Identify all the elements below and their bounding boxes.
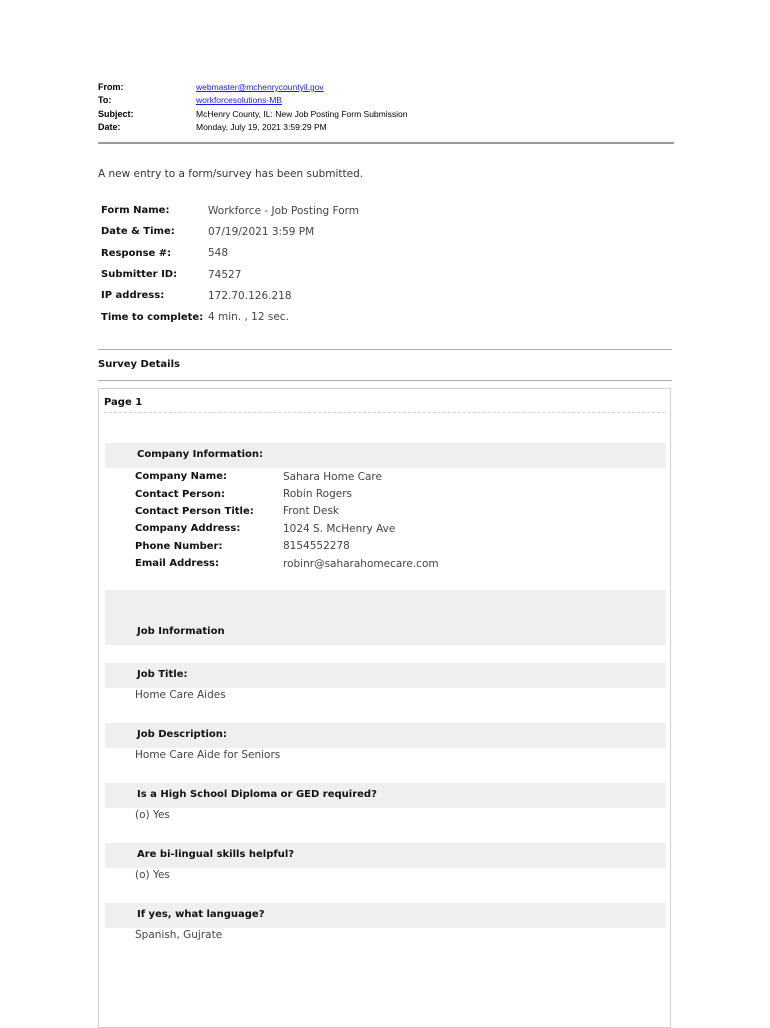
- question-header: [105, 663, 666, 688]
- subject-row: [98, 107, 674, 121]
- meta-label: Date & Time:: [101, 226, 175, 238]
- header-divider: [98, 142, 674, 144]
- meta-value: 4 min. , 12 sec.: [208, 311, 289, 324]
- meta-row-date-time: [101, 221, 359, 242]
- question-header: [105, 903, 666, 928]
- company-section-header: [105, 443, 666, 468]
- meta-row-time-to-complete: [101, 306, 359, 327]
- company-field-row: [135, 538, 655, 555]
- field-label: Contact Person:: [135, 488, 226, 500]
- question-answer: (o) Yes: [135, 809, 170, 821]
- field-value: Front Desk: [283, 505, 339, 518]
- question-label: Job Title:: [137, 669, 188, 680]
- page-divider: [104, 412, 665, 413]
- company-fields: [135, 468, 655, 572]
- field-label: Company Name:: [135, 471, 227, 483]
- meta-label: Submitter ID:: [101, 269, 178, 281]
- company-field-row: [135, 503, 655, 520]
- meta-row-response: [101, 243, 359, 264]
- meta-value: 172.70.126.218: [208, 289, 292, 302]
- question-label: Is a High School Diploma or GED required?: [137, 789, 377, 800]
- question-header: [105, 843, 666, 868]
- question-answer: (o) Yes: [135, 869, 170, 881]
- meta-value: 548: [208, 247, 229, 260]
- company-section-title: Company Information:: [137, 449, 264, 460]
- question-label: Are bi-lingual skills helpful?: [137, 849, 295, 860]
- company-field-row: [135, 485, 655, 502]
- field-value: Robin Rogers: [283, 488, 352, 501]
- date-row: [98, 121, 674, 135]
- survey-page-panel: [98, 388, 671, 1028]
- question-header: [105, 723, 666, 748]
- company-field-row: [135, 520, 655, 537]
- company-field-row: [135, 468, 655, 485]
- date-label: Date:: [98, 122, 121, 133]
- job-section-title: Job Information: [137, 626, 225, 637]
- to-row: [98, 94, 674, 108]
- meta-label: IP address:: [101, 290, 165, 302]
- meta-row-form-name: [101, 200, 359, 221]
- meta-label: Time to complete:: [101, 311, 204, 323]
- meta-value: Workforce - Job Posting Form: [208, 204, 360, 217]
- date-value: Monday, July 19, 2021 3:59:29 PM: [196, 122, 327, 133]
- meta-row-submitter-id: [101, 264, 359, 285]
- question-answer: Home Care Aide for Seniors: [135, 749, 281, 761]
- to-label: To:: [98, 95, 112, 106]
- job-section-header: [105, 590, 666, 645]
- survey-divider-top: [98, 349, 672, 350]
- from-email-link[interactable]: webmaster@mchenrycountyil.gov: [196, 81, 324, 92]
- field-value: 1024 S. McHenry Ave: [283, 522, 396, 535]
- field-value: robinr@saharahomecare.com: [283, 557, 439, 570]
- meta-value: 07/19/2021 3:59 PM: [208, 225, 315, 238]
- from-row: [98, 80, 674, 94]
- page-label: Page 1: [104, 397, 143, 408]
- survey-divider-bottom: [98, 380, 672, 381]
- meta-label: Form Name:: [101, 205, 170, 217]
- email-header: [98, 80, 674, 134]
- field-value: Sahara Home Care: [283, 470, 382, 483]
- company-field-row: [135, 555, 655, 572]
- field-label: Contact Person Title:: [135, 505, 254, 517]
- question-label: If yes, what language?: [137, 909, 265, 920]
- question-label: Job Description:: [137, 729, 227, 740]
- field-label: Email Address:: [135, 558, 220, 570]
- survey-details-title: Survey Details: [98, 359, 180, 370]
- to-recipient-link[interactable]: workforcesolutions-MB: [196, 95, 282, 106]
- question-answer: Spanish, Gujrate: [135, 929, 223, 941]
- intro-text: A new entry to a form/survey has been submitted.: [98, 168, 364, 180]
- meta-row-ip-address: [101, 285, 359, 306]
- from-label: From:: [98, 81, 124, 92]
- question-header: [105, 783, 666, 808]
- subject-label: Subject:: [98, 108, 134, 119]
- field-label: Company Address:: [135, 523, 241, 535]
- subject-value: McHenry County, IL: New Job Posting Form Submission: [196, 108, 408, 119]
- question-answer: Home Care Aides: [135, 689, 226, 701]
- field-value: 8154552278: [283, 540, 350, 553]
- field-label: Phone Number:: [135, 540, 223, 552]
- submission-meta-table: [101, 200, 359, 328]
- meta-value: 74527: [208, 268, 242, 281]
- meta-label: Response #:: [101, 247, 172, 259]
